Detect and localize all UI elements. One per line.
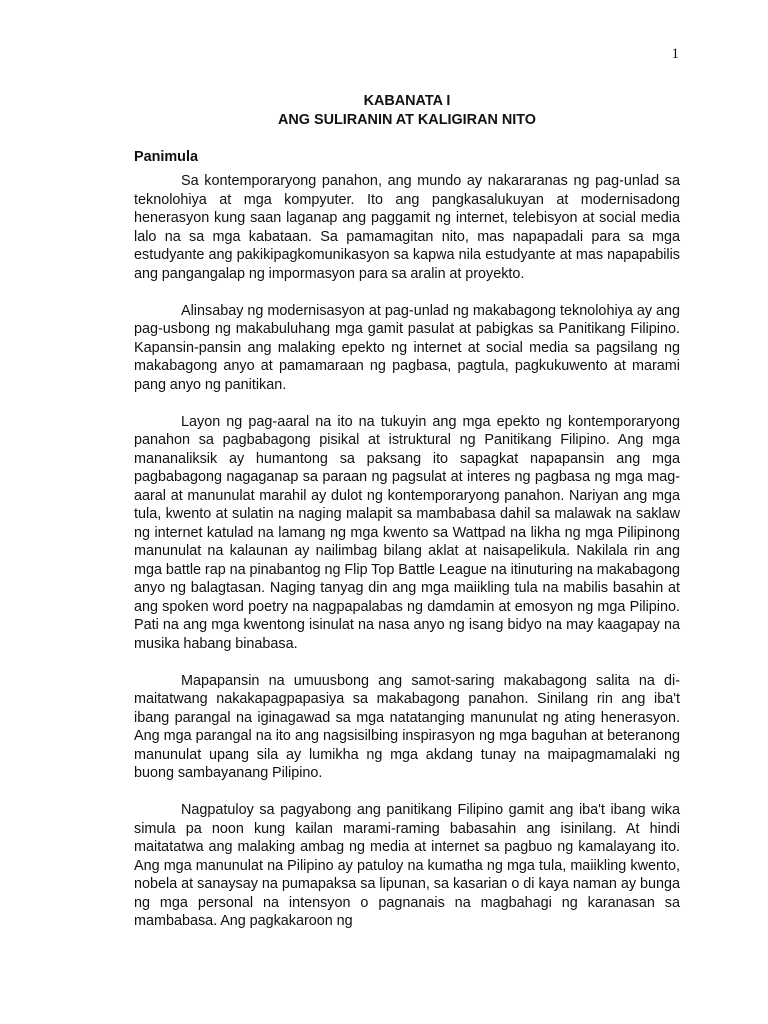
chapter-title: ANG SULIRANIN AT KALIGIRAN NITO xyxy=(278,112,536,128)
chapter-label: KABANATA I xyxy=(363,93,451,109)
paragraph: Mapapansin na umuusbong ang samot-saring makabagong salita na di-maitatwang nakakapagpapasiya sa makabagong panahon. Sinilang rin ang iba't ibang parangal na iginagawad sa mga natatanging manunulat ng ating henerasyon. Ang mga parangal na ito ang nagsisilbing inspirasyon ng mga baguhan at beteranong manunulat upang sila ay lumikha ng mga akdang tunay na maipagmamalaki ng buong sambayanang Pilipino. xyxy=(134,672,680,781)
body-text xyxy=(134,172,680,949)
section-heading: Panimula xyxy=(134,149,198,165)
paragraph: Sa kontemporaryong panahon, ang mundo ay nakararanas ng pag-unlad sa teknolohiya at mga kompyuter. Ito ang pangkasalukuyan at modernisadong henerasyon kung saan laganap ang paggamit ng internet, telebisyon at social media lalo na sa mga kabataan. Sa pamamagitan nito, mas napapadali para sa mga estudyante ang pakikipagkomunikasyon sa kapwa nila estudyante at mas napapabilis ang pangangalap ng impormasyon para sa aralin at proyekto. xyxy=(134,173,680,282)
paragraph: Layon ng pag-aaral na ito na tukuyin ang mga epekto ng kontemporaryong panahon sa pagbabagong pisikal at istruktural ng Panitikang Filipino. Ang mga mananaliksik ay humantong sa paksang ito sapagkat napapansin ang mga pagbabagong nagaganap sa paraan ng pagsulat at interes ng pagbasa ng mga mag-aaral at manunulat marahil ay dulot ng kontemporaryong panahon. Nariyan ang mga tula, kwento at sulatin na naging malapit sa mambabasa dahil sa malawak na saklaw ng internet katulad na lamang ng mga kwento sa Wattpad na likha ng mga Pilipinong manunulat na kalaunan ay nailimbag bilang aklat at naisapelikula. Nakilala rin ang mga battle rap na pinabantog ng Flip Top Battle League na itinuturing na makabagong anyo ng balagtasan. Naging tanyag din ang mga maiikling tula na mabilis basahin at ang spoken word poetry na nagpapalabas ng damdamin at emosyon ng mga Pilipino. Pati na ang mga kwentong isinulat na nasa anyo ng isang bidyo na may kaagapay na musika habang binabasa. xyxy=(134,413,680,652)
paragraph: Alinsabay ng modernisasyon at pag-unlad ng makabagong teknolohiya ay ang pag-usbong ng makabuluhang mga gamit pasulat at pabigkas sa Panitikang Filipino. Kapansin-pansin ang malaking epekto ng internet at social media sa pagsilang ng makabagong anyo at pamamaraan ng pagbasa, pagtula, pagkukuwento at marami pang anyo ng panitikan. xyxy=(134,302,680,393)
paragraph: Nagpatuloy sa pagyabong ang panitikang Filipino gamit ang iba't ibang wika simula pa noon kung kailan marami-raming babasahin ang isinilang. At hindi maitatatwa ang malaking ambag ng media at internet sa pagbuo ng kamalayang ito. Ang mga manunulat na Pilipino ay patuloy na kumatha ng mga tula, maiikling kwento, nobela at sanaysay na pumapaksa sa lipunan, sa kasarian o di kaya naman ay bunga ng mga personal na intensyon o pagnanais na magbahagi ng karanasan sa mambabasa. Ang pagkakaroon ng xyxy=(134,802,680,929)
page-number: 1 xyxy=(671,46,679,62)
chapter-header xyxy=(134,92,680,130)
